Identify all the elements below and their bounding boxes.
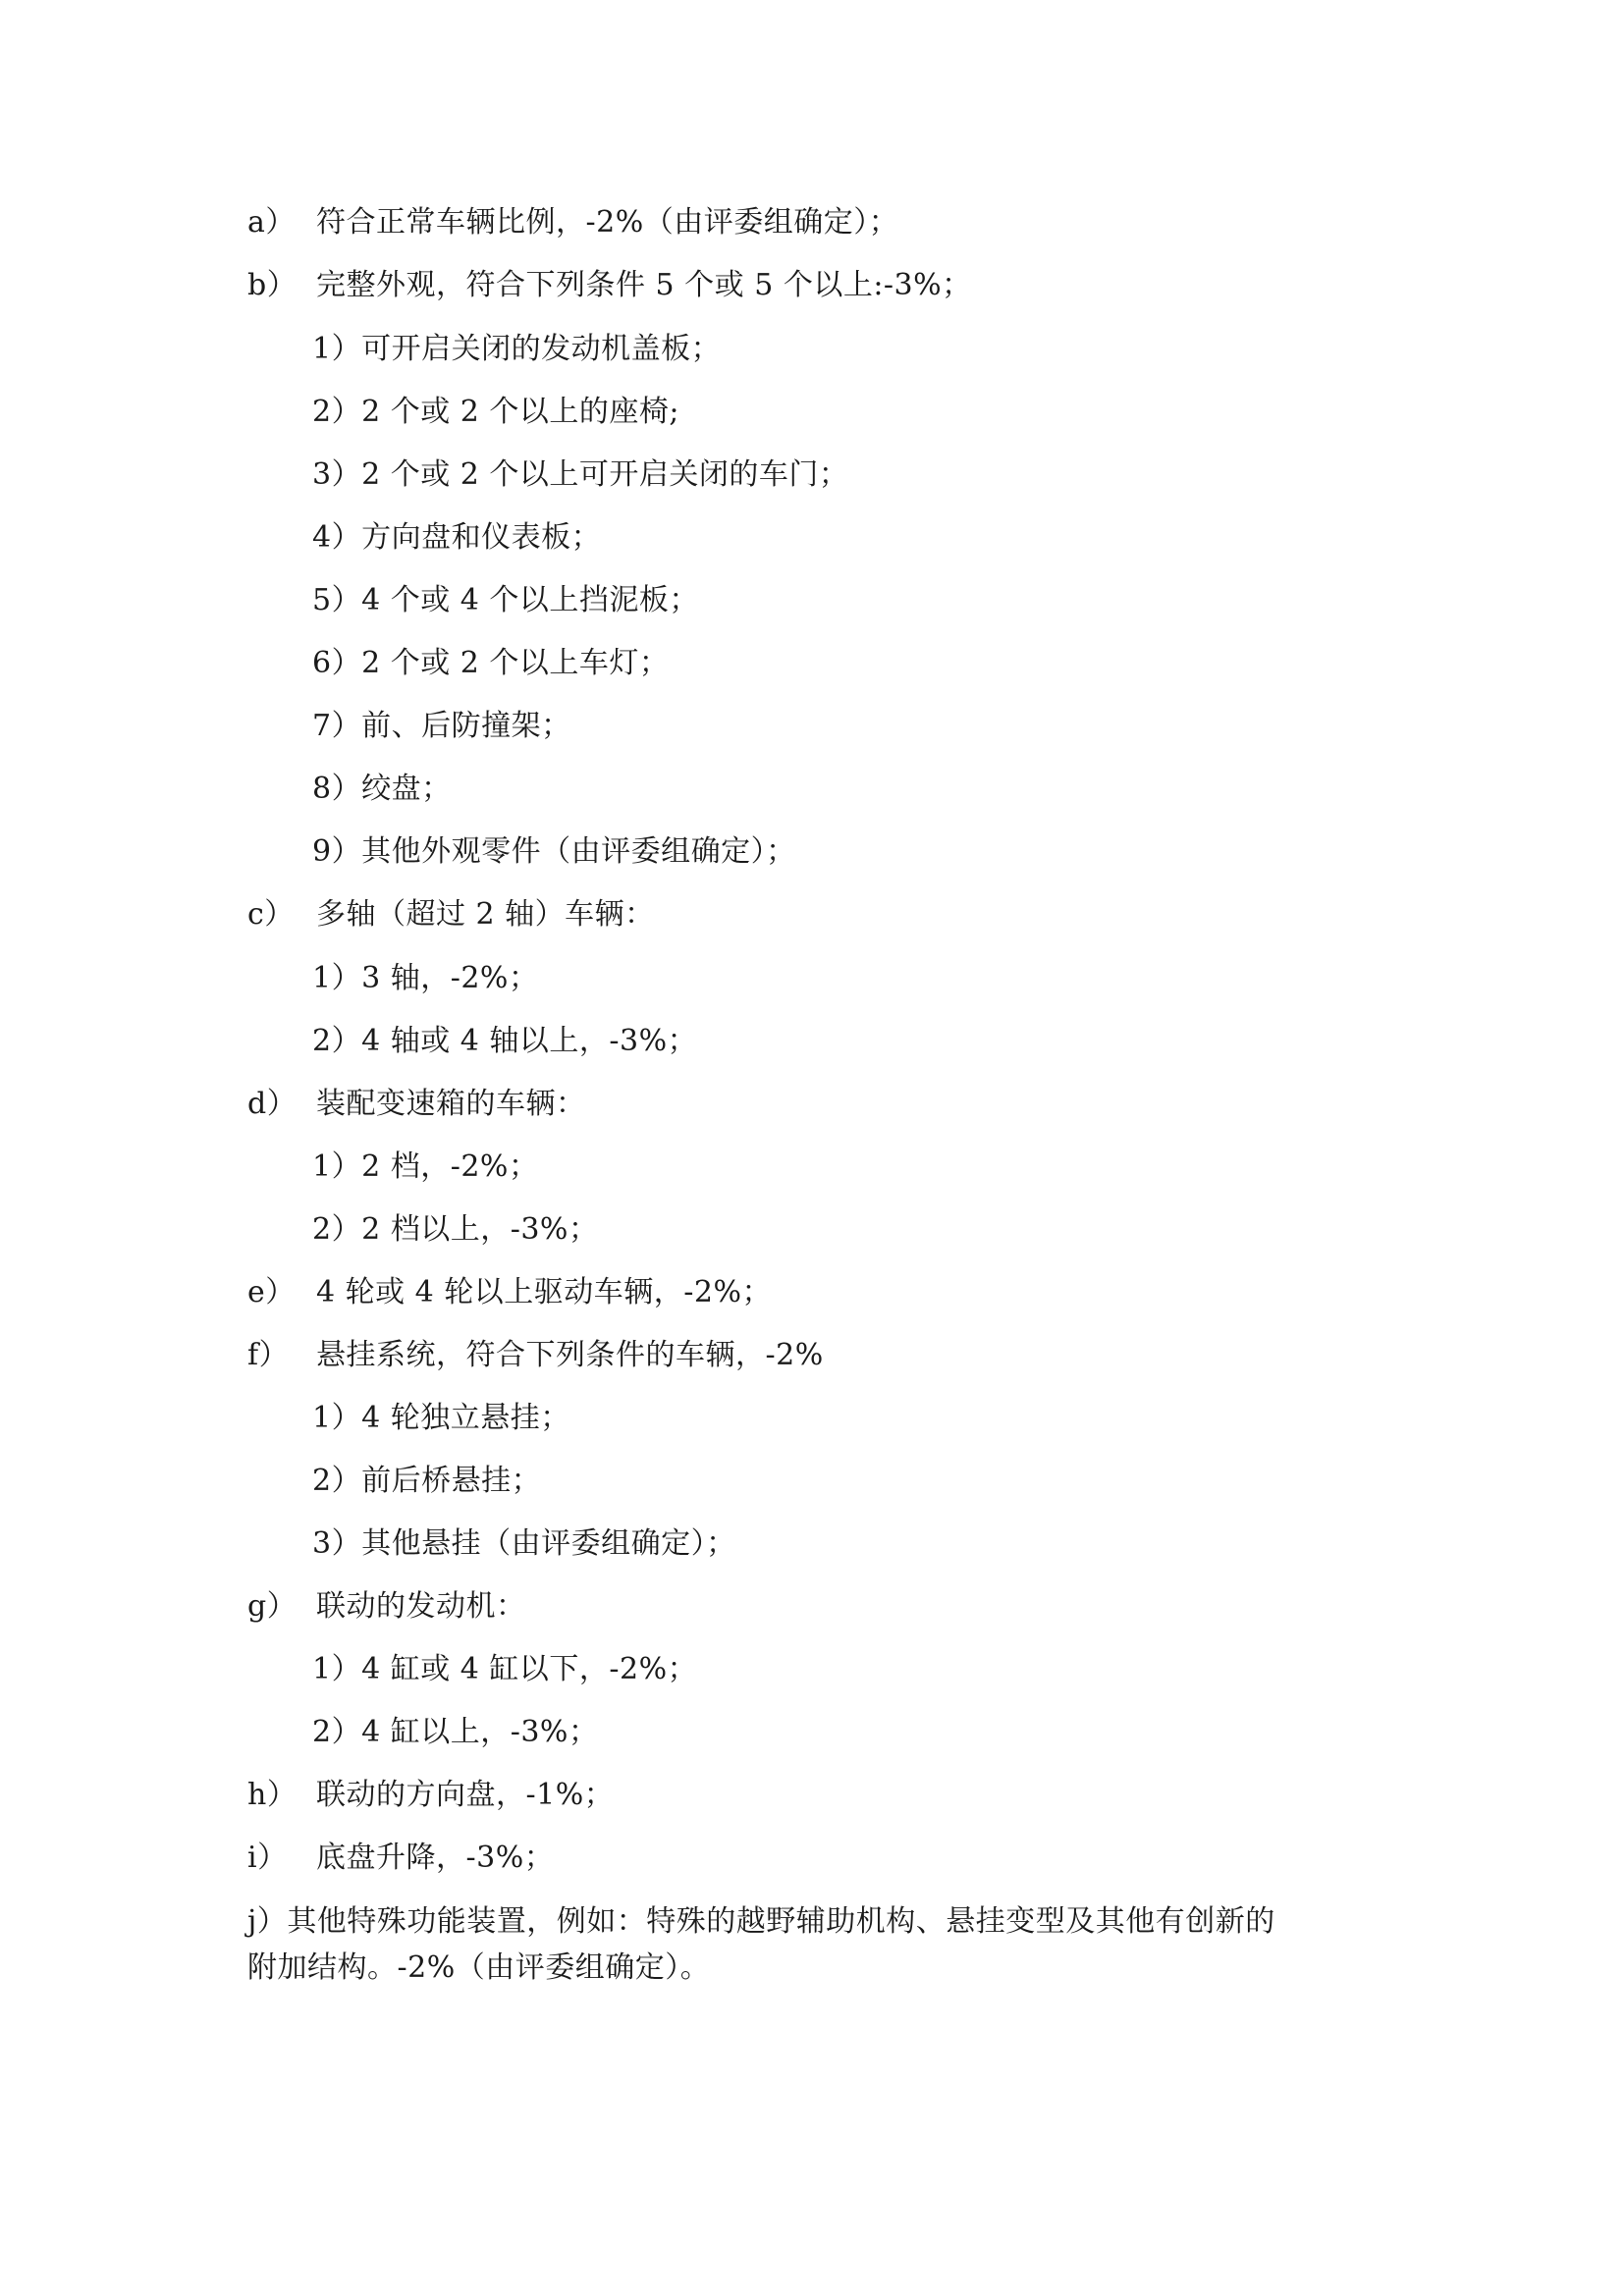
item-marker: f）	[247, 1338, 290, 1372]
sub-item-text: 1）可开启关闭的发动机盖板；	[312, 332, 722, 366]
sub-item-text: 8）绞盘；	[312, 772, 452, 806]
sub-item	[312, 1524, 736, 1564]
sub-item	[312, 959, 538, 998]
sub-item-text: 1）4 轮独立悬挂；	[312, 1401, 570, 1435]
sub-item-text: 1）4 缸或 4 缸以下，-2%；	[312, 1652, 698, 1686]
item-marker: g）	[247, 1589, 298, 1624]
item-marker: d）	[247, 1087, 298, 1121]
list-item-j	[247, 1902, 1275, 1942]
sub-item-text: 3）2 个或 2 个以上可开启关闭的车门；	[312, 457, 849, 492]
sub-item	[312, 518, 601, 558]
item-text: 联动的发动机：	[316, 1589, 526, 1624]
sub-item	[312, 1650, 697, 1689]
sub-item-text: 6）2 个或 2 个以上车灯；	[312, 646, 670, 680]
item-marker: b）	[247, 268, 298, 302]
sub-item	[312, 707, 571, 746]
sub-item	[312, 1022, 697, 1061]
item-marker: a）	[247, 205, 296, 240]
sub-item	[312, 455, 848, 495]
sub-item-text: 3）其他悬挂（由评委组确定）；	[312, 1526, 736, 1561]
list-item-h	[247, 1776, 614, 1815]
list-item-g	[247, 1587, 526, 1627]
list-item-d	[247, 1085, 586, 1124]
item-marker: i）	[247, 1841, 288, 1875]
list-item-e	[247, 1273, 772, 1312]
sub-item	[312, 1210, 598, 1250]
item-text: 多轴（超过 2 轴）车辆：	[316, 897, 655, 932]
item-marker: j）	[247, 1904, 288, 1939]
item-text: 悬挂系统，符合下列条件的车辆，-2%	[316, 1338, 824, 1372]
list-item-b	[247, 266, 972, 305]
sub-item	[312, 644, 669, 683]
item-text: 装配变速箱的车辆：	[316, 1087, 586, 1121]
list-item-f	[247, 1336, 824, 1375]
item-text: 完整外观，符合下列条件 5 个或 5 个以上:-3%；	[316, 268, 972, 302]
sub-item-text: 9）其他外观零件（由评委组确定）；	[312, 834, 796, 869]
sub-item	[312, 1713, 598, 1752]
item-text: 联动的方向盘，-1%；	[316, 1778, 615, 1812]
sub-item	[312, 832, 796, 872]
sub-item-text: 4）方向盘和仪表板；	[312, 520, 602, 555]
list-item-j-continuation	[247, 1949, 710, 1988]
sub-item-text: 5）4 个或 4 个以上挡泥板；	[312, 583, 699, 617]
list-item-i	[247, 1839, 554, 1878]
sub-item-text: 2）4 轴或 4 轴以上，-3%；	[312, 1024, 698, 1058]
sub-item	[312, 1399, 570, 1438]
item-text: 底盘升降，-3%；	[316, 1841, 555, 1875]
item-marker: h）	[247, 1778, 298, 1812]
item-text: 其他特殊功能装置，例如：特殊的越野辅助机构、悬挂变型及其他有创新的	[287, 1904, 1275, 1939]
sub-item-text: 2）4 缸以上，-3%；	[312, 1715, 599, 1749]
item-text: 4 轮或 4 轮以上驱动车辆，-2%；	[316, 1275, 773, 1309]
sub-item-text: 7）前、后防撞架；	[312, 709, 571, 743]
sub-item	[312, 330, 721, 369]
list-item-a	[247, 203, 898, 242]
item-text: 符合正常车辆比例，-2%（由评委组确定）；	[316, 205, 899, 240]
sub-item	[312, 1462, 541, 1501]
sub-item	[312, 770, 452, 809]
sub-item	[312, 581, 699, 620]
list-item-c	[247, 895, 655, 934]
sub-item-text: 2）2 个或 2 个以上的座椅;	[312, 395, 679, 429]
sub-item-text: 1）2 档，-2%；	[312, 1149, 539, 1184]
item-marker: c）	[247, 897, 295, 932]
sub-item	[312, 393, 679, 432]
sub-item-text: 2）2 档以上，-3%；	[312, 1212, 599, 1247]
sub-item-text: 2）前后桥悬挂；	[312, 1464, 542, 1498]
sub-item	[312, 1148, 538, 1187]
item-text-continuation: 附加结构。-2%（由评委组确定）。	[247, 1950, 711, 1985]
sub-item-text: 1）3 轴，-2%；	[312, 961, 539, 995]
item-marker: e）	[247, 1275, 296, 1309]
